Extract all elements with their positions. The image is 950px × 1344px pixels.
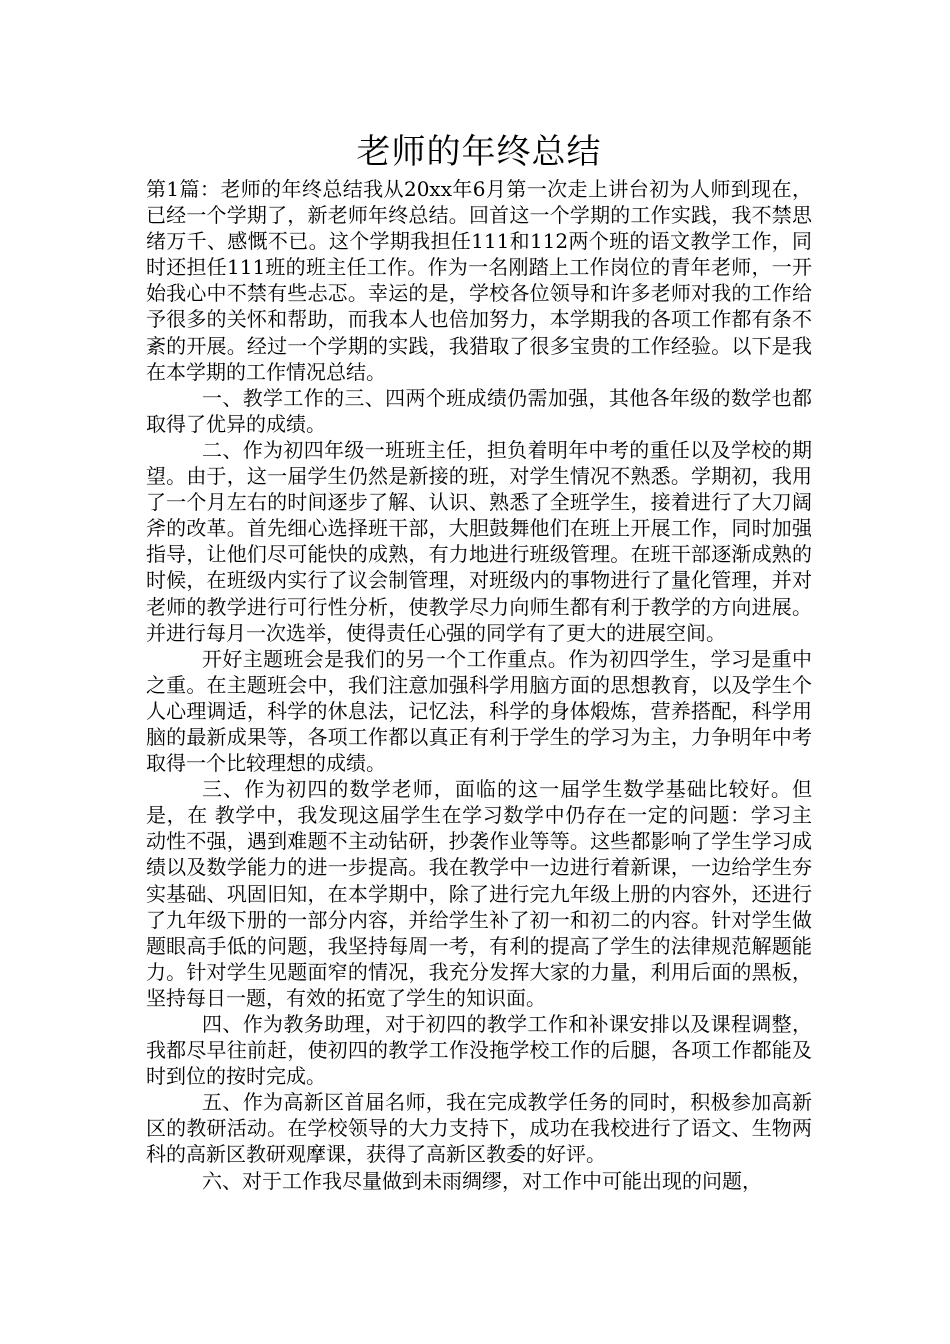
document-page <box>146 130 812 1194</box>
paragraph-planning: 六、对于工作我尽量做到未雨绸缪，对工作中可能出现的问题， <box>202 1168 762 1193</box>
paragraph-class-meeting: 开好主题班会是我们的另一个工作重点。作为初四学生，学习是重中之重。在主题班会中，我们注意加强科学用脑方面的思想教育，以及学生个人心理调适，科学的休息法，记忆法，科学的身体煅炼，营养搭配，科学用脑的最新成果等，各项工作都以真正有利于学生的学习为主，力争明年中考取得一个比较理想的成绩。 <box>146 646 812 776</box>
paragraph-famous-teacher: 五、作为高新区首届名师，我在完成教学任务的同时，积极参加高新区的教研活动。在学校领导的大力支持下，成功在我校进行了语文、生物两科的高新区教研观摩课，获得了高新区教委的好评。 <box>146 1090 812 1167</box>
paragraph-teaching-work: 一、教学工作的三、四两个班成绩仍需加强，其他各年级的数学也都取得了优异的成绩。 <box>146 385 812 436</box>
document-title: 老师的年终总结 <box>356 132 602 172</box>
paragraph-academic-assistant: 四、作为教务助理，对于初四的教学工作和补课安排以及课程调整，我都尽早往前赶，使初四的教学工作没拖学校工作的后腿，各项工作都能及时到位的按时完成。 <box>146 1012 812 1089</box>
paragraph-math-teacher: 三、作为初四的数学老师，面临的这一届学生数学基础比较好。但是，在 教学中，我发现这届学生在学习数学中仍存在一定的问题：学习主动性不强，遇到难题不主动钻研，抄袭作业等等。这些都影响了学生学习成绩以及数学能力的进一步提高。我在教学中一边进行着新课，一边给学生夯实基础、巩固旧知，在本学期中，除了进行完九年级上册的内容外，还进行了九年级下册的一部分内容，并给学生补了初一和初二的内容。针对学生做题眼高手低的问题，我坚持每周一考，有利的提高了学生的法律规范解题能力。针对学生见题面窄的情况，我充分发挥大家的力量，利用后面的黑板，坚持每日一题，有效的拓宽了学生的知识面。 <box>146 777 812 1010</box>
paragraph-intro: 第1篇：老师的年终总结我从20xx年6月第一次走上讲台初为人师到现在，已经一个学期了，新老师年终总结。回首这一个学期的工作实践，我不禁思绪万千、感慨不已。这个学期我担任111和112两个班的语文教学工作，同时还担任111班的班主任工作。作为一名刚踏上工作岗位的青年老师，一开始我心中不禁有些忐忑。幸运的是，学校各位领导和许多老师对我的工作给予很多的关怀和帮助，而我本人也倍加努力，本学期我的各项工作都有条不紊的开展。经过一个学期的实践，我猎取了很多宝贵的工作经验。以下是我在本学期的工作情况总结。 <box>146 177 812 384</box>
paragraph-class-teacher: 二、作为初四年级一班班主任，担负着明年中考的重任以及学校的期望。由于，这一届学生仍然是新接的班，对学生情况不熟悉。学期初，我用了一个月左右的时间逐步了解、认识、熟悉了全班学生，接着进行了大刀阔斧的改革。首先细心选择班干部，大胆鼓舞他们在班上开展工作，同时加强指导，让他们尽可能快的成熟，有力地进行班级管理。在班干部逐渐成熟的时候，在班级内实行了议会制管理，对班级内的事物进行了量化管理，并对老师的教学进行可行性分析，使教学尽力向师生都有利于教学的方向进展。并进行每月一次选举，使得责任心强的同学有了更大的进展空间。 <box>146 437 812 645</box>
